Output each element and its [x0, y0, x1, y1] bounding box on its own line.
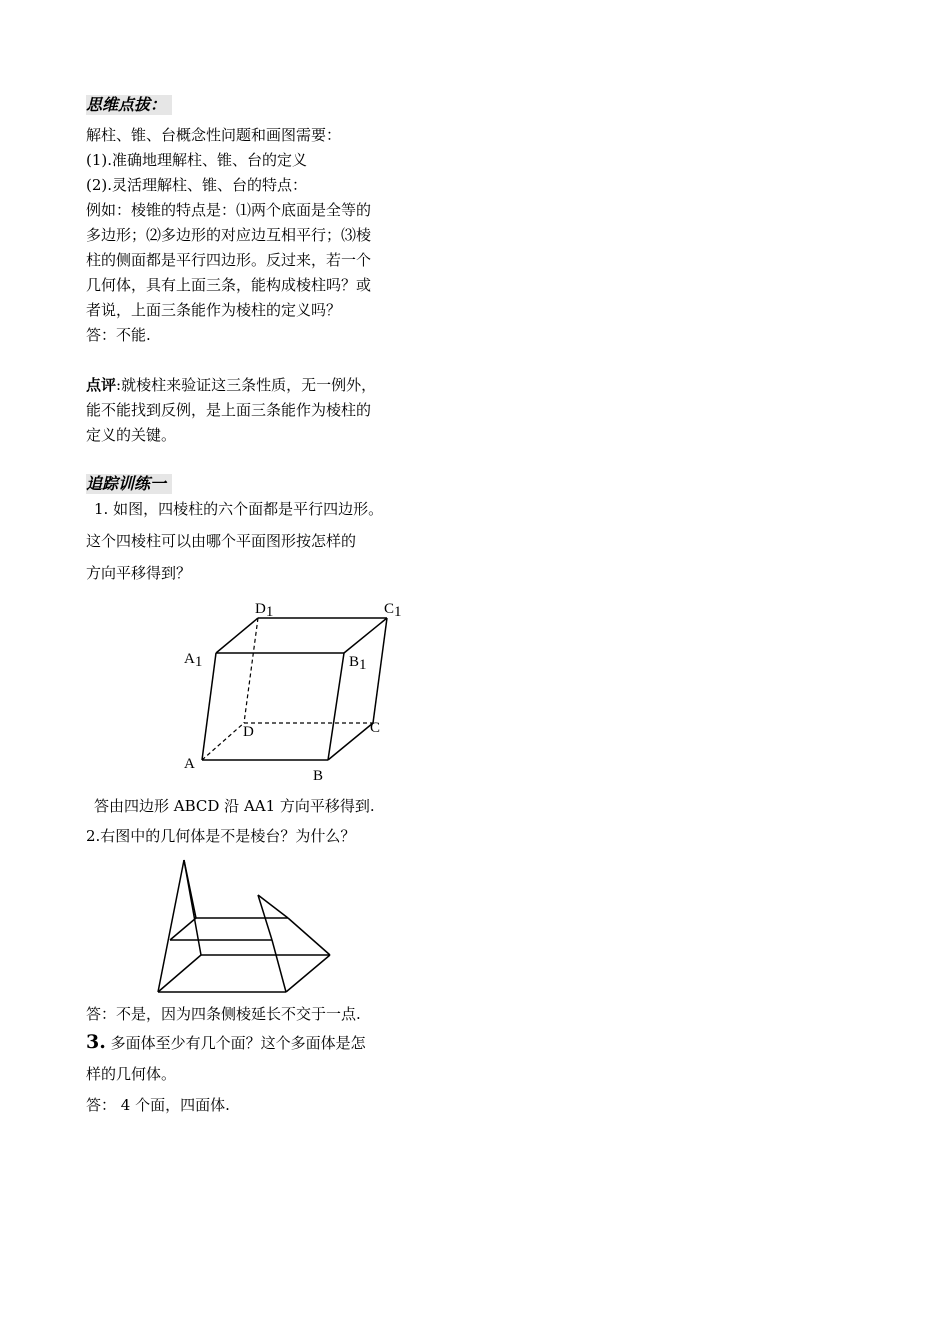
label-a: A — [184, 756, 195, 772]
edge-b1-b — [328, 653, 344, 760]
edge-b1-c1 — [344, 618, 387, 653]
text-line: (2).灵活理解柱、锥、台的特点： — [86, 176, 308, 194]
thinking-heading: 思维点拔： — [86, 95, 172, 115]
comment-label: 点评 — [86, 376, 117, 394]
edge-d1-a1 — [216, 618, 258, 653]
text-line: 这个四棱柱可以由哪个平面图形按怎样的 — [86, 532, 357, 550]
training-heading: 追踪训练一 — [86, 474, 172, 494]
edge-a1-a — [202, 653, 216, 760]
answer-3: 答： 4 个面，四面体. — [86, 1096, 230, 1114]
answer-2: 答：不是，因为四条侧棱延长不交于一点. — [86, 1005, 361, 1023]
label-d1: D1 — [255, 601, 274, 620]
text-line: 例如：棱锥的特点是：⑴两个底面是全等的 — [86, 201, 372, 219]
label-a1: A1 — [184, 651, 203, 670]
edge-c1-c — [373, 618, 387, 723]
answer-line: 答：不能. — [86, 326, 151, 344]
label-b1: B1 — [349, 654, 367, 673]
answer-1: 答由四边形 ABCD 沿 AA1 方向平移得到. — [94, 797, 375, 815]
text-line: 者说，上面三条能作为棱柱的定义吗？ — [86, 301, 342, 319]
text-line: (1).准确地理解柱、锥、台的定义 — [86, 151, 308, 169]
question-2: 2.右图中的几何体是不是棱台？为什么？ — [86, 827, 356, 845]
text-line: 定义的关键。 — [86, 426, 177, 444]
text-line: 几何体，具有上面三条，能构成棱柱吗？或 — [86, 276, 372, 294]
hidden-edge-d1-d — [244, 618, 258, 723]
label-c: C — [370, 720, 381, 736]
label-b: B — [313, 768, 324, 784]
label-d: D — [243, 724, 254, 740]
text-line: 样的几何体。 — [86, 1065, 177, 1083]
frustum-figure — [158, 860, 330, 992]
comment-text: :就棱柱来验证这三条性质，无一例外， — [116, 376, 377, 394]
text-line: 柱的侧面都是平行四边形。反过来，若一个 — [86, 251, 372, 269]
question-1: 1. 如图，四棱柱的六个面都是平行四边形。 — [94, 500, 384, 518]
edge-b-c — [328, 723, 373, 760]
label-c1: C1 — [384, 601, 402, 620]
text-line: 解柱、锥、台概念性问题和画图需要： — [86, 126, 342, 144]
text-line: 多边形；⑵多边形的对应边互相平行；⑶棱 — [86, 226, 372, 244]
hidden-edge-a-d — [202, 723, 244, 760]
question-3-number: 3 — [86, 1031, 100, 1053]
text-line: 方向平移得到？ — [86, 564, 192, 582]
text-line: 能不能找到反例，是上面三条能作为棱柱的 — [86, 401, 372, 419]
question-3: 3. 多面体至少有几个面？这个多面体是怎 — [86, 1031, 366, 1053]
